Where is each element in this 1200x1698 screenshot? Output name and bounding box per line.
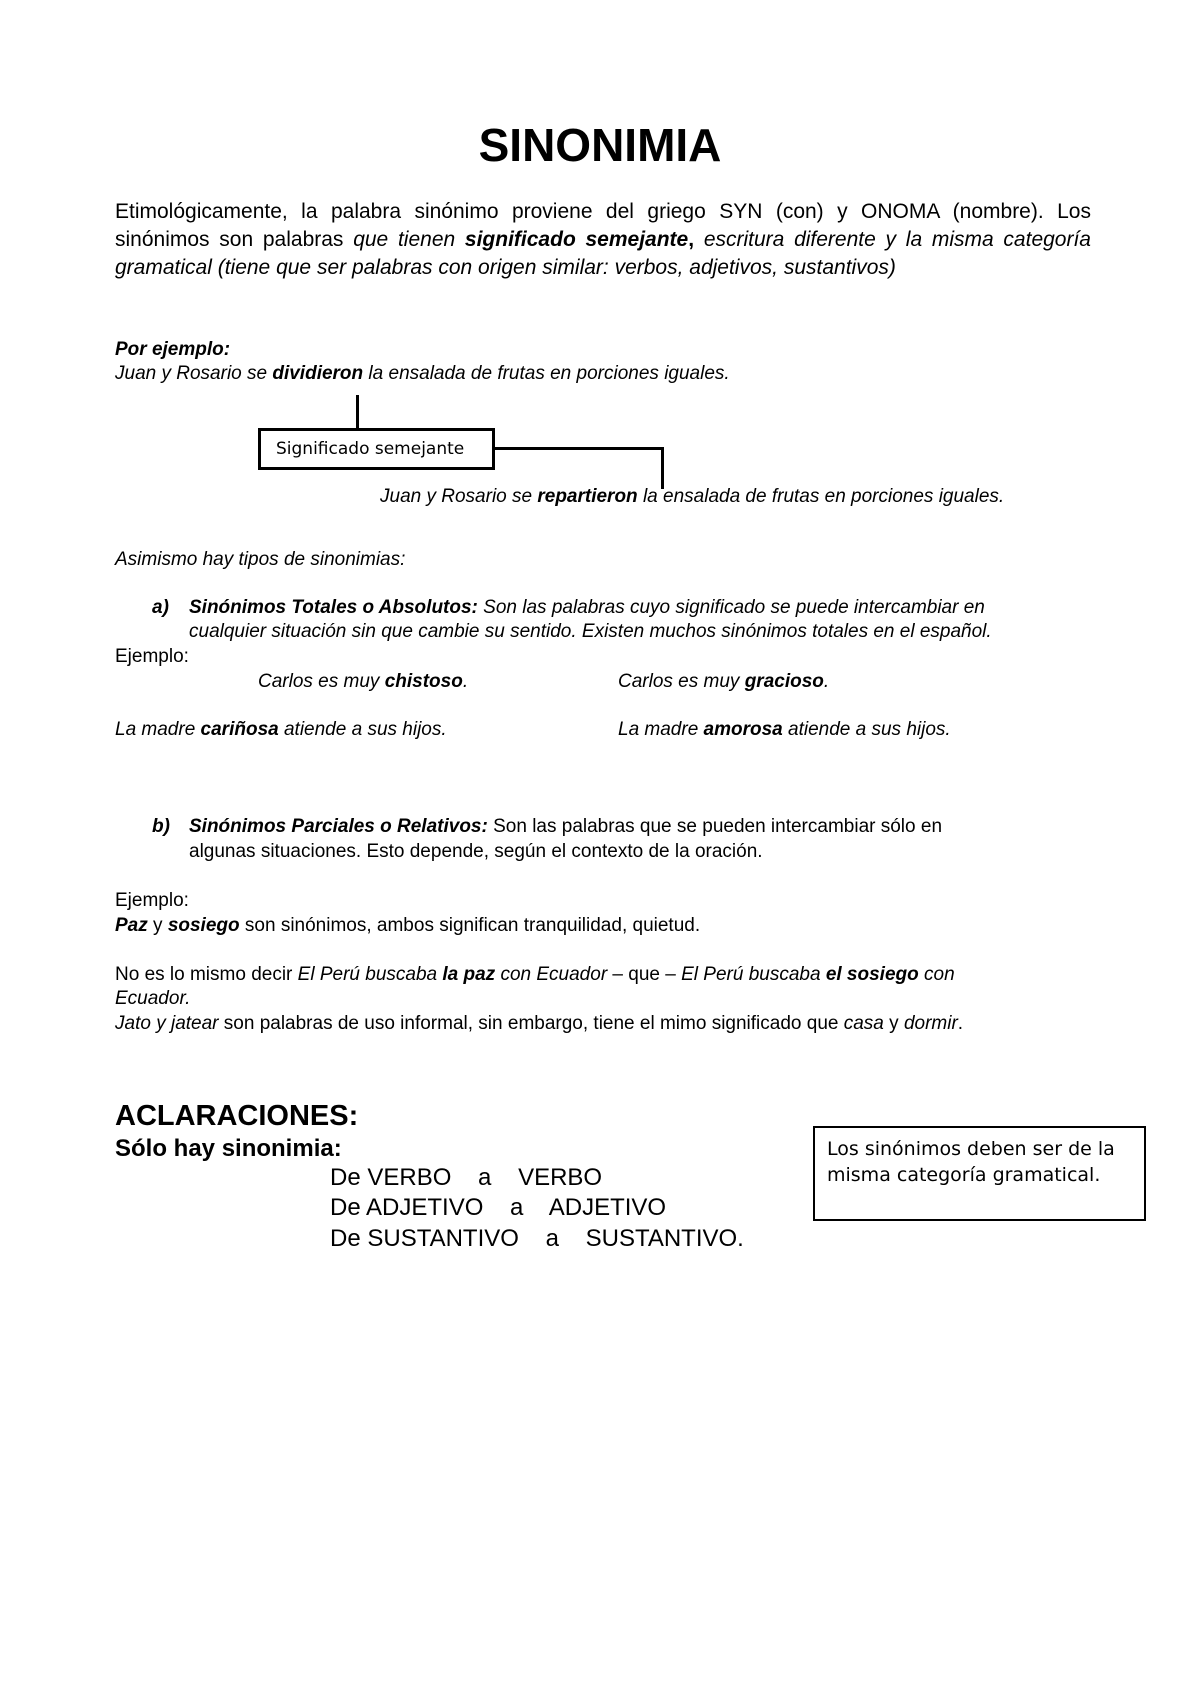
ctx-italic: con Ecuador xyxy=(495,964,608,985)
type-a-example-1-right xyxy=(618,670,829,693)
connector-line-horizontal xyxy=(495,447,664,450)
example-sentence-1-end: la ensalada de frutas en porciones iguales. xyxy=(363,363,730,384)
ex-text: Carlos es muy xyxy=(618,671,745,692)
example-sentence-1-start: Juan y Rosario se xyxy=(115,363,273,384)
word-sosiego: sosiego xyxy=(167,915,240,936)
paz-sosiego-line xyxy=(115,914,700,937)
ctx-italic: Jato y jatear xyxy=(115,1013,219,1034)
intro-paragraph xyxy=(115,198,1091,282)
connector-line-down xyxy=(661,447,664,489)
type-b-desc-2: algunas situaciones. Esto depende, según el contexto de la oración. xyxy=(189,841,763,862)
ctx-italic: El Perú buscaba xyxy=(681,964,826,985)
ctx-text: No es lo mismo decir xyxy=(115,964,298,985)
type-b-ejemplo: Ejemplo: xyxy=(115,890,189,911)
note-box: Los sinónimos deben ser de la misma categoría gramatical. xyxy=(813,1126,1146,1221)
type-a-desc-2: cualquier situación sin que cambie su sentido. Existen muchos sinónimos totales en el español. xyxy=(189,621,992,642)
page-title: SINONIMIA xyxy=(478,119,722,171)
ex-text: atiende a sus hijos. xyxy=(782,719,951,740)
connector-line-top xyxy=(356,395,359,429)
example-sentence-2-end: la ensalada de frutas en porciones iguales. xyxy=(637,486,1005,507)
intro-italic: que tienen xyxy=(353,228,465,251)
intro-emphasis: significado semejante xyxy=(464,228,689,251)
rule-verbo: De VERBO a VERBO xyxy=(330,1164,603,1191)
example-sentence-1 xyxy=(115,362,730,385)
ctx-text: son palabras de uso informal, sin embargo, tiene el mimo significado que xyxy=(218,1013,844,1034)
ex-word: cariñosa xyxy=(200,719,279,740)
type-a-example-2-right xyxy=(618,718,951,741)
ctx-italic: dormir xyxy=(903,1013,958,1034)
meaning-box xyxy=(258,428,495,470)
meaning-box-label: Significado semejante xyxy=(276,439,465,459)
ex-text: . xyxy=(823,671,830,692)
ctx-italic: con xyxy=(918,964,955,985)
type-a-desc-1: Son las palabras cuyo significado se puede intercambiar en xyxy=(477,597,985,618)
rule-adjetivo: De ADJETIVO a ADJETIVO xyxy=(330,1194,667,1221)
context-line-2: Ecuador. xyxy=(115,988,191,1009)
word-paz: Paz xyxy=(115,915,148,936)
types-intro: Asimismo hay tipos de sinonimias: xyxy=(115,549,406,570)
type-b-name: Sinónimos Parciales o Relativos: xyxy=(189,816,488,837)
ctx-italic: El Perú buscaba xyxy=(297,964,443,985)
type-a-example-1-left xyxy=(258,670,468,693)
example-sentence-2 xyxy=(380,485,1004,508)
context-line-3 xyxy=(115,1012,963,1035)
ctx-bold: el sosiego xyxy=(825,964,919,985)
type-a-marker: a) xyxy=(152,597,169,618)
ex-word: amorosa xyxy=(703,719,783,740)
ctx-text: – que – xyxy=(607,964,682,985)
ctx-text: y xyxy=(883,1013,904,1034)
paz-sosiego-rest: son sinónimos, ambos significan tranquilidad, quietud. xyxy=(239,915,701,936)
type-b-line-1 xyxy=(189,815,942,838)
ctx-italic: casa xyxy=(843,1013,884,1034)
ex-text: La madre xyxy=(115,719,201,740)
type-b-desc-1: Son las palabras que se pueden intercambiar sólo en xyxy=(487,816,943,837)
type-a-ejemplo: Ejemplo: xyxy=(115,646,189,667)
type-a-name: Sinónimos Totales o Absolutos: xyxy=(189,597,478,618)
type-a-line-1 xyxy=(189,596,985,619)
example-sentence-2-start: Juan y Rosario se xyxy=(380,486,538,507)
example-word-2: repartieron xyxy=(537,486,638,507)
type-b-marker: b) xyxy=(152,816,170,837)
ex-word: chistoso xyxy=(384,671,463,692)
aclaraciones-subtitle: Sólo hay sinonimia: xyxy=(115,1135,342,1162)
context-line-1 xyxy=(115,963,955,986)
intro-text: Etimológicamente, la palabra sinónimo proviene del griego SYN (con) y ONOMA (nombre). Los sinónimos son palabras xyxy=(115,200,1091,251)
ex-text: . xyxy=(462,671,469,692)
aclaraciones-title: ACLARACIONES: xyxy=(115,1100,359,1132)
ctx-text: . xyxy=(957,1013,964,1034)
type-a-example-2-left xyxy=(115,718,447,741)
ctx-bold: la paz xyxy=(442,964,496,985)
example-heading: Por ejemplo: xyxy=(115,339,231,360)
rule-sustantivo: De SUSTANTIVO a SUSTANTIVO. xyxy=(330,1225,744,1252)
ex-text: La madre xyxy=(618,719,704,740)
ex-text: atiende a sus hijos. xyxy=(278,719,447,740)
ex-word: gracioso xyxy=(744,671,824,692)
ex-text: Carlos es muy xyxy=(258,671,385,692)
intro-italic-tail: escritura diferente y la misma categoría gramatical (tiene que ser palabras con origen similar: verbos, adjetivos, sustantivos) xyxy=(115,228,1091,279)
intro-comma: , xyxy=(688,228,704,251)
example-word-1: dividieron xyxy=(272,363,364,384)
conj: y xyxy=(147,915,168,936)
